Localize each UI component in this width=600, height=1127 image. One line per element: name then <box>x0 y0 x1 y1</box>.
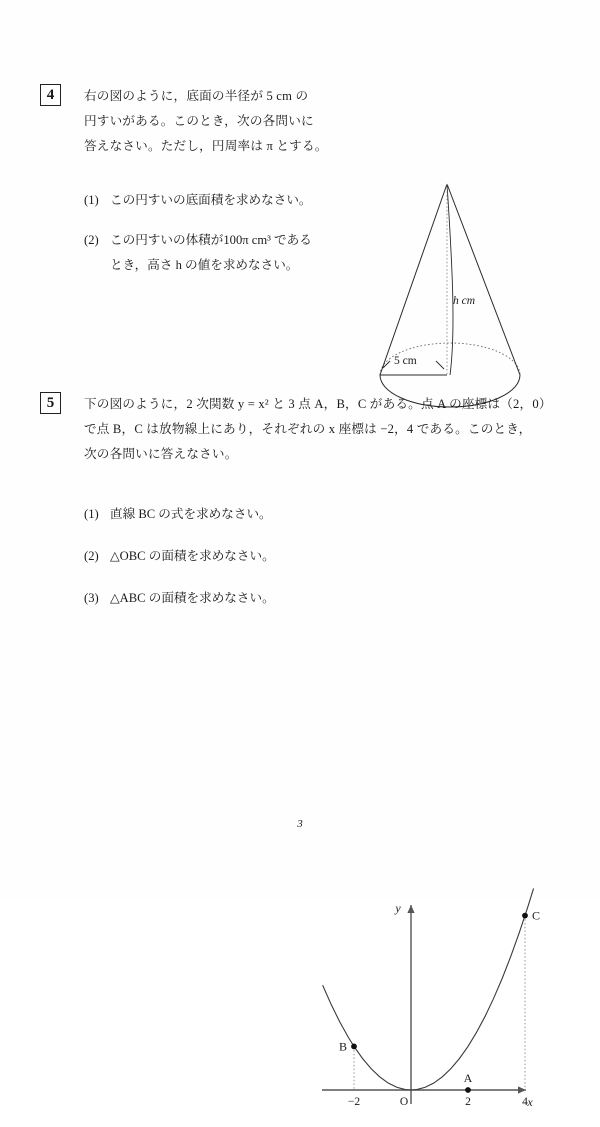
cone-height-label: h cm <box>453 295 476 307</box>
x-axis-arrow <box>518 1086 526 1093</box>
point-B <box>351 1044 357 1050</box>
x-tick-labels-layer <box>348 1096 528 1108</box>
data-points-layer <box>339 909 540 1093</box>
point-C <box>522 913 528 919</box>
problem-4-question-2-label: (2) <box>84 233 99 247</box>
cone-figure <box>366 170 556 430</box>
problem-5-statement-line-3: 次の各問いに答えなさい。 <box>84 447 238 461</box>
cone-right-slant <box>447 184 520 375</box>
problem-4-question-2 <box>84 228 349 278</box>
problem-4-statement-line-1: 右の図のように，底面の半径が 5 cm の <box>84 89 309 103</box>
page-number: 3 <box>297 818 303 830</box>
problem-5-statement-line-1: 下の図のように，2 次関数 y = x² と 3 点 A，B，C がある。点 A の座標は（2，0） <box>84 397 552 411</box>
point-droplines-layer <box>354 916 525 1090</box>
problem-4-statement-line-3: 答えなさい。ただし，円周率は π とする。 <box>84 139 328 153</box>
problem-4-number: 4 <box>40 84 61 106</box>
y-axis-label: y <box>395 901 401 915</box>
cone-radius-tick-right <box>436 361 444 369</box>
problem-5-question-1-text: 直線 BC の式を求めなさい。 <box>110 507 272 521</box>
problem-5-statement <box>84 392 554 467</box>
cone-left-slant <box>380 184 447 375</box>
problem-5-question-1-label: (1) <box>84 507 99 521</box>
problem-4-question-1-text: この円すいの底面積を求めなさい。 <box>110 193 312 207</box>
parabola-curve-layer <box>323 888 534 1090</box>
x-tick-label-2: 2 <box>465 1096 471 1108</box>
problem-5-question-2 <box>84 544 275 569</box>
x-axis-label: x <box>527 1095 533 1109</box>
parabola-graph-figure <box>316 892 540 1127</box>
cone-diagram-svg <box>366 170 556 430</box>
parabola-curve <box>323 888 534 1090</box>
cone-radius-label: 5 cm <box>394 355 417 367</box>
cone-inner-slant <box>447 184 453 375</box>
problem-4-question-2-line-2: るとき，高さ h の値を求めなさい。 <box>110 233 312 272</box>
problem-4-question-1 <box>84 188 364 213</box>
graph-axes <box>322 905 526 1104</box>
problem-5-question-3-label: (3) <box>84 591 99 605</box>
x-tick-label--2: −2 <box>347 1096 361 1108</box>
problem-5-question-1 <box>84 502 272 527</box>
problem-4-statement <box>84 84 336 159</box>
parabola-graph-svg <box>316 892 540 1127</box>
point-label-A: A <box>463 1071 473 1085</box>
problem-5-question-3-text: △ABC の面積を求めなさい。 <box>110 591 275 605</box>
problem-5-question-2-label: (2) <box>84 549 99 563</box>
problem-5-question-3 <box>84 586 275 611</box>
problem-5-number: 5 <box>40 392 61 414</box>
origin-label: O <box>399 1096 409 1108</box>
problem-4-statement-line-2: 円すいがある。このとき，次の各問いに <box>84 114 314 128</box>
problem-4-question-2-line-1: この円すいの体積が100π cm³ であ <box>110 233 300 247</box>
point-label-B: B <box>338 1039 347 1054</box>
y-axis-arrow <box>407 905 414 913</box>
x-tick-label-4: 4 <box>522 1096 528 1108</box>
problem-5-question-2-text: △OBC の面積を求めなさい。 <box>110 549 275 563</box>
problem-5-statement-line-2: で点 B，C は放物線上にあり，それぞれの x 座標は −2，4 である。このとき， <box>84 422 532 436</box>
point-label-C: C <box>532 908 541 923</box>
problem-4-question-2-text <box>110 228 324 278</box>
point-A <box>465 1087 471 1093</box>
problem-4-question-1-label: (1) <box>84 193 99 207</box>
